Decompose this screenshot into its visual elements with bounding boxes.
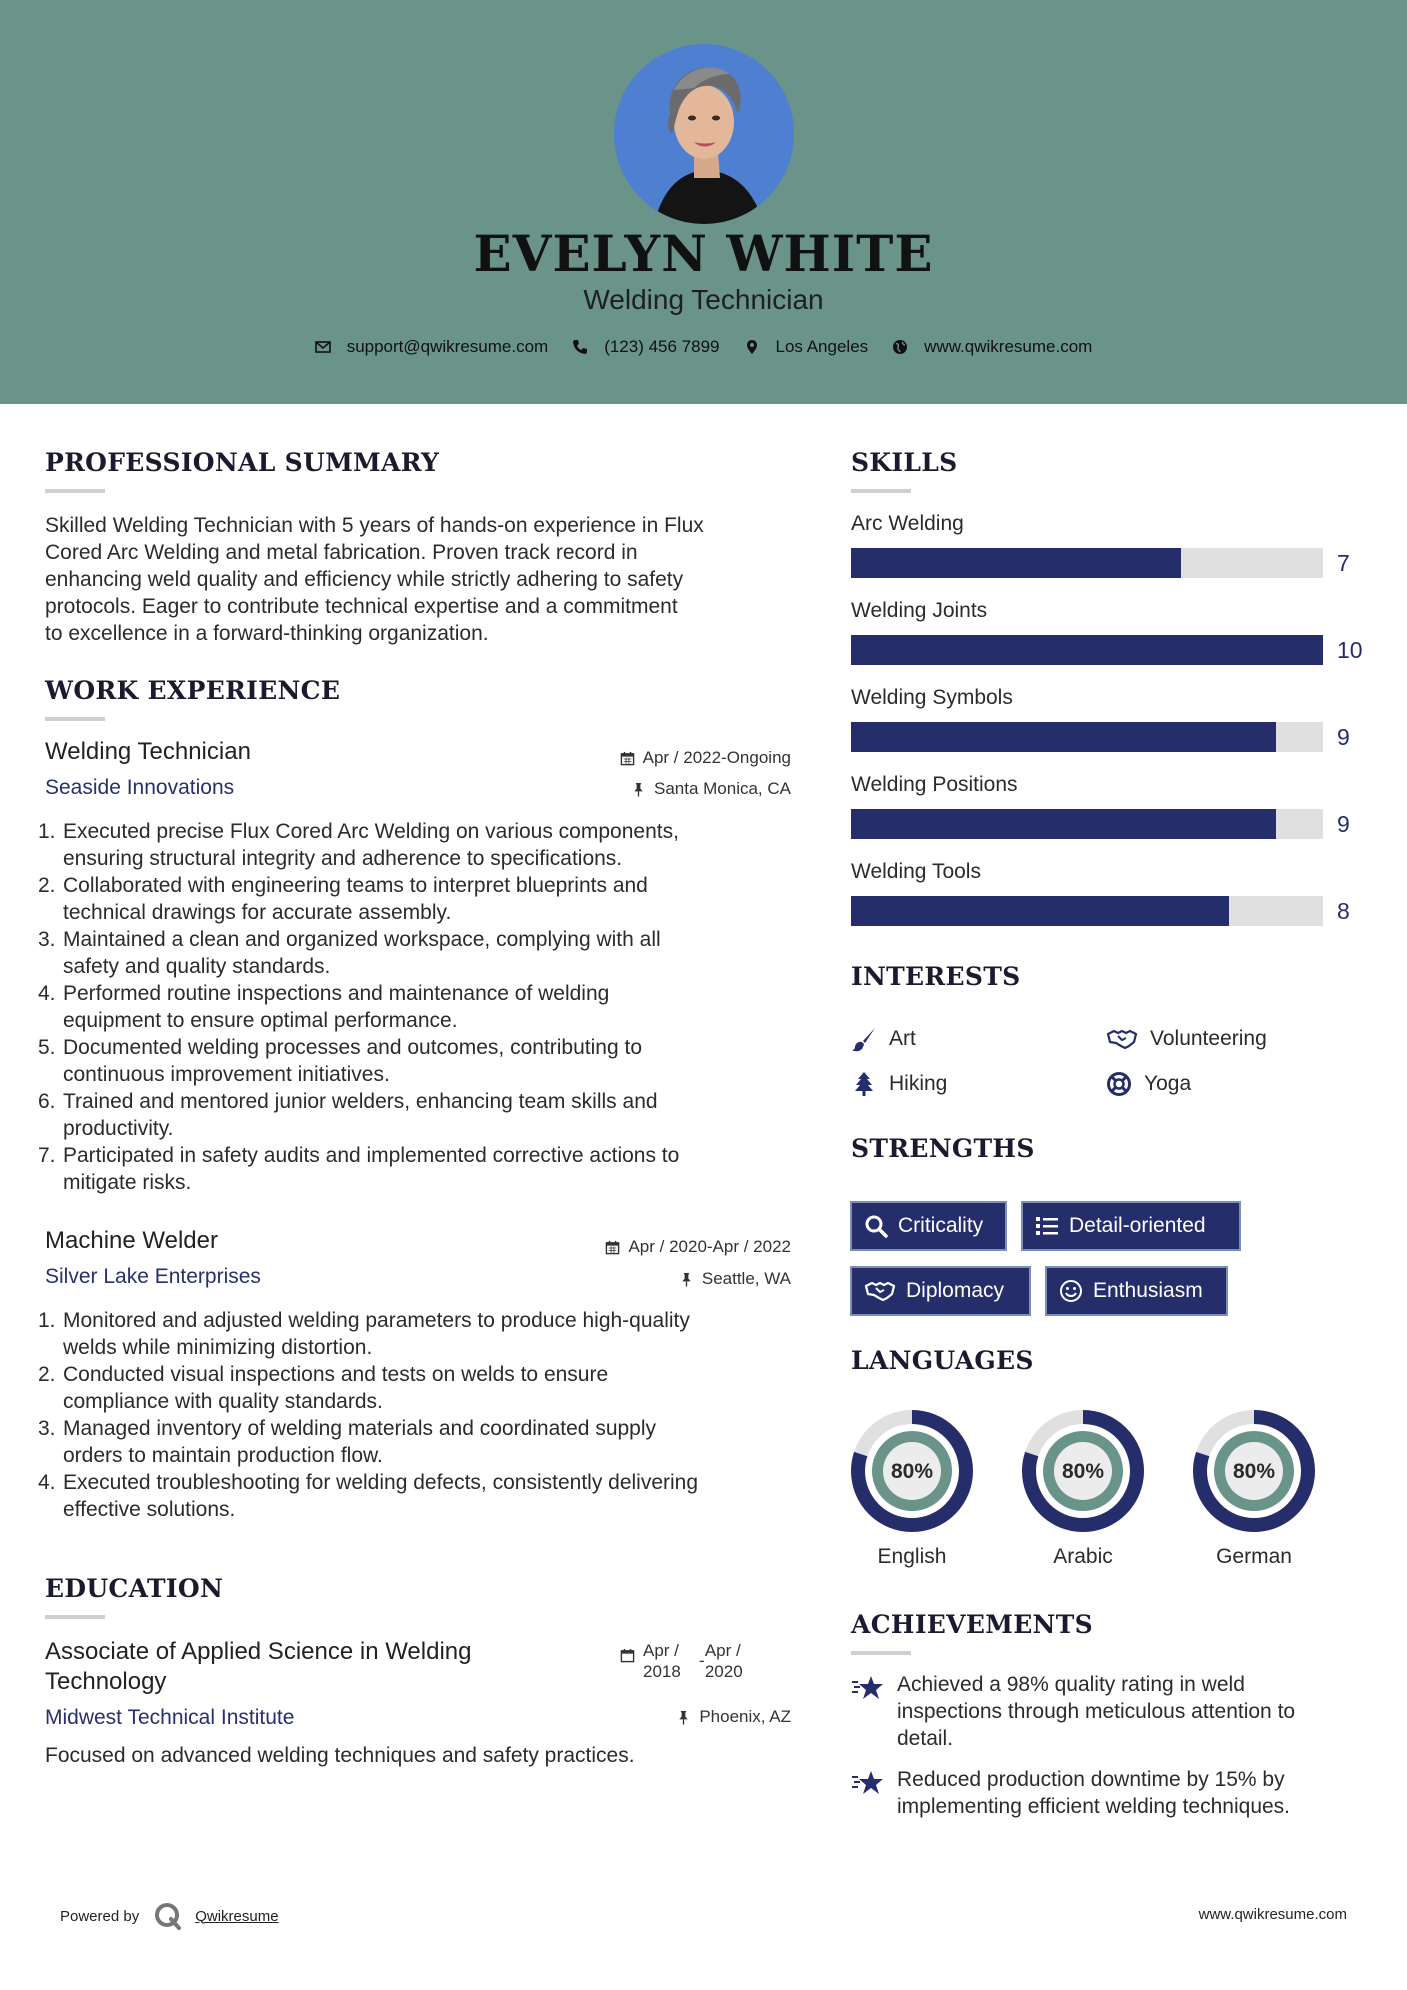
- list-item: 4. Executed troubleshooting for welding defects, consistently delivering effective solutions.: [38, 1471, 699, 1521]
- footer-powered-by: [60, 1901, 279, 1931]
- strength-chip-detail-oriented: [1021, 1201, 1241, 1251]
- skill-bar-fill: [851, 896, 1229, 926]
- list-item: 3. Maintained a clean and organized workspace, complying with all safety and quality standards.: [38, 928, 661, 978]
- language-percent-label: 80%: [890, 1460, 934, 1483]
- contact-location: [744, 337, 869, 357]
- education-description: Focused on advanced welding techniques and safety practices.: [45, 1744, 635, 1767]
- achievement-item: Achieved a 98% quality rating in weld inspections through meticulous attention to detail.: [851, 1671, 1371, 1752]
- interest-item-art: [851, 1026, 916, 1052]
- skills-heading: SKILLS: [851, 448, 958, 477]
- degree-line: Technology: [45, 1668, 167, 1695]
- skill-value: 8: [1337, 898, 1350, 924]
- job-dates: [605, 1237, 791, 1257]
- list-icon: [1035, 1214, 1059, 1238]
- language-ring: [1192, 1409, 1316, 1533]
- list-item: 7. Participated in safety audits and implemented corrective actions to mitigate risks.: [38, 1144, 680, 1194]
- skill-label: Welding Symbols: [851, 686, 1013, 709]
- skill-value: 9: [1337, 811, 1350, 837]
- list-item: 6. Trained and mentored junior welders, enhancing team skills and productivity.: [38, 1090, 658, 1140]
- job-title: Machine Welder: [45, 1227, 218, 1254]
- interest-item-volunteering: [1106, 1026, 1267, 1052]
- skill-value: 7: [1337, 550, 1350, 576]
- contact-website-text: www.qwikresume.com: [924, 337, 1093, 356]
- education-dates: Apr / 2018 - Apr / 2020: [620, 1640, 743, 1682]
- degree-line: Associate of Applied Science in Welding: [45, 1638, 472, 1665]
- list-item: 5. Documented welding processes and outcomes, contributing to continuous improvement initiatives.: [38, 1036, 642, 1086]
- language-ring: [1021, 1409, 1145, 1533]
- pushpin-icon: [679, 1272, 694, 1287]
- calendar-icon: [620, 751, 635, 766]
- education-location-text: Phoenix, AZ: [699, 1707, 791, 1726]
- skills-rule: [851, 489, 911, 493]
- degree-title: [45, 1637, 471, 1697]
- summary-line: to excellence in a forward-thinking organization.: [45, 622, 489, 645]
- strength-label: Diplomacy: [906, 1279, 1005, 1302]
- list-item: 1. Executed precise Flux Cored Arc Welding on various components, ensuring structural integrity and adherence to specifications.: [38, 820, 679, 870]
- job-duties-list: [38, 1307, 808, 1523]
- contact-bar: [0, 337, 1407, 357]
- languages-heading: LANGUAGES: [851, 1346, 1034, 1375]
- candidate-role: Welding Technician: [583, 284, 824, 315]
- skill-bar-track: [851, 809, 1323, 839]
- job-dates: [620, 748, 791, 768]
- summary-rule: [45, 489, 105, 493]
- contact-phone-text: (123) 456 7899: [604, 337, 720, 356]
- education-rule: [45, 1615, 105, 1619]
- strengths-heading: STRENGTHS: [851, 1134, 1035, 1163]
- job-location-text: Santa Monica, CA: [653, 779, 791, 798]
- job-dates-text: Apr / 2020-Apr / 2022: [628, 1237, 791, 1256]
- candidate-name: EVELYN WHITE: [473, 224, 934, 283]
- skill-bar-fill: [851, 722, 1276, 752]
- summary-line: enhancing weld quality and efficiency while strictly adhering to safety: [45, 568, 684, 591]
- school-name: Midwest Technical Institute: [45, 1706, 295, 1729]
- summary-text: [45, 512, 805, 647]
- skill-bar-track: [851, 548, 1323, 578]
- interest-label: Volunteering: [1150, 1027, 1267, 1050]
- powered-by-label: Powered by: [60, 1907, 140, 1925]
- list-item: 3. Managed inventory of welding materials and coordinated supply orders to maintain production flow.: [38, 1417, 657, 1467]
- footer-website[interactable]: www.qwikresume.com: [1198, 1906, 1347, 1923]
- skill-bar-track: [851, 722, 1323, 752]
- contact-email-text: support@qwikresume.com: [346, 337, 549, 356]
- globe-icon: [892, 339, 908, 355]
- skill-value: 9: [1337, 724, 1350, 750]
- calendar-icon: [605, 1240, 620, 1255]
- handshake-icon: [1106, 1026, 1138, 1052]
- star-icon: [851, 1768, 885, 1798]
- tree-icon: [851, 1071, 877, 1097]
- strength-chip-diplomacy: [850, 1266, 1031, 1316]
- skill-label: Welding Joints: [851, 599, 988, 622]
- language-ring: [850, 1409, 974, 1533]
- job-title: Welding Technician: [45, 738, 251, 765]
- strength-chip-criticality: [850, 1201, 1007, 1251]
- contact-location-text: Los Angeles: [775, 337, 869, 356]
- envelope-icon: [315, 339, 331, 355]
- summary-line: Skilled Welding Technician with 5 years of hands-on experience in Flux: [45, 514, 704, 537]
- interest-label: Hiking: [889, 1072, 948, 1095]
- education-heading: EDUCATION: [45, 1574, 224, 1603]
- strength-label: Detail-oriented: [1069, 1214, 1206, 1237]
- portrait-image: [614, 44, 794, 224]
- skill-bar-fill: [851, 809, 1276, 839]
- brand-link[interactable]: Qwikresume: [195, 1907, 279, 1925]
- phone-icon: [572, 339, 588, 355]
- summary-line: protocols. Eager to contribute technical expertise and a commitment: [45, 595, 678, 618]
- skill-value: 10: [1337, 637, 1363, 663]
- interest-item-hiking: [851, 1071, 947, 1097]
- skill-bar-fill: [851, 548, 1181, 578]
- qwikresume-logo-icon: [153, 1901, 183, 1931]
- contact-phone[interactable]: [572, 337, 719, 357]
- strength-label: Enthusiasm: [1093, 1279, 1203, 1302]
- strength-chip-enthusiasm: [1045, 1266, 1228, 1316]
- achievements-heading: ACHIEVEMENTS: [851, 1610, 1093, 1639]
- paintbrush-icon: [851, 1026, 877, 1052]
- header-banner: [0, 0, 1407, 404]
- search-icon: [864, 1214, 888, 1238]
- interests-heading: INTERESTS: [851, 962, 1021, 991]
- job-location-text: Seattle, WA: [701, 1269, 791, 1288]
- achievements-rule: [851, 1651, 911, 1655]
- experience-rule: [45, 717, 105, 721]
- list-item: 4. Performed routine inspections and maintenance of welding equipment to ensure optimal performance.: [38, 982, 610, 1032]
- job-dates-text: Apr / 2022-Ongoing: [642, 748, 791, 767]
- interest-label: Art: [889, 1027, 916, 1050]
- pushpin-icon: [631, 782, 646, 797]
- experience-heading: WORK EXPERIENCE: [45, 676, 341, 705]
- list-item: 2. Conducted visual inspections and tests on welds to ensure compliance with quality standards.: [38, 1363, 609, 1413]
- strength-label: Criticality: [898, 1214, 984, 1237]
- language-name: English: [877, 1545, 947, 1568]
- skill-bar-track: [851, 635, 1323, 665]
- language-name: Arabic: [1053, 1545, 1113, 1568]
- summary-line: Cored Arc Welding and metal fabrication. Proven track record in: [45, 541, 638, 564]
- map-pin-icon: [744, 339, 760, 355]
- job-duties-list: [38, 818, 808, 1196]
- language-percent-label: 80%: [1232, 1460, 1276, 1483]
- interest-label: Yoga: [1144, 1072, 1192, 1095]
- language-percent-label: 80%: [1061, 1460, 1105, 1483]
- interest-item-yoga: [1106, 1071, 1191, 1097]
- summary-heading: PROFESSIONAL SUMMARY: [45, 448, 440, 477]
- achievement-item: Reduced production downtime by 15% by implementing efficient welding techniques.: [851, 1766, 1371, 1820]
- star-icon: [851, 1673, 885, 1703]
- list-item: 1. Monitored and adjusted welding parameters to produce high-quality welds while minimizing distortion.: [38, 1309, 690, 1359]
- skill-bar-fill: [851, 635, 1323, 665]
- contact-email[interactable]: [315, 337, 549, 357]
- skill-bar-track: [851, 896, 1323, 926]
- lifebuoy-icon: [1106, 1071, 1132, 1097]
- job-location: [679, 1269, 791, 1289]
- education-location: [676, 1707, 791, 1727]
- company-name: Seaside Innovations: [45, 776, 235, 799]
- smile-icon: [1059, 1279, 1083, 1303]
- company-name: Silver Lake Enterprises: [45, 1265, 261, 1288]
- skill-label: Welding Tools: [851, 860, 981, 883]
- skill-label: Arc Welding: [851, 512, 964, 535]
- job-location: [631, 779, 791, 799]
- language-name: German: [1216, 1545, 1292, 1568]
- list-item: 2. Collaborated with engineering teams to interpret blueprints and technical drawings for accurate assembly.: [38, 874, 648, 924]
- pushpin-icon: [676, 1710, 691, 1725]
- calendar-icon: [620, 1648, 635, 1663]
- handshake-icon: [864, 1279, 896, 1303]
- contact-website[interactable]: [892, 337, 1092, 357]
- avatar: [614, 44, 794, 224]
- skill-label: Welding Positions: [851, 773, 1018, 796]
